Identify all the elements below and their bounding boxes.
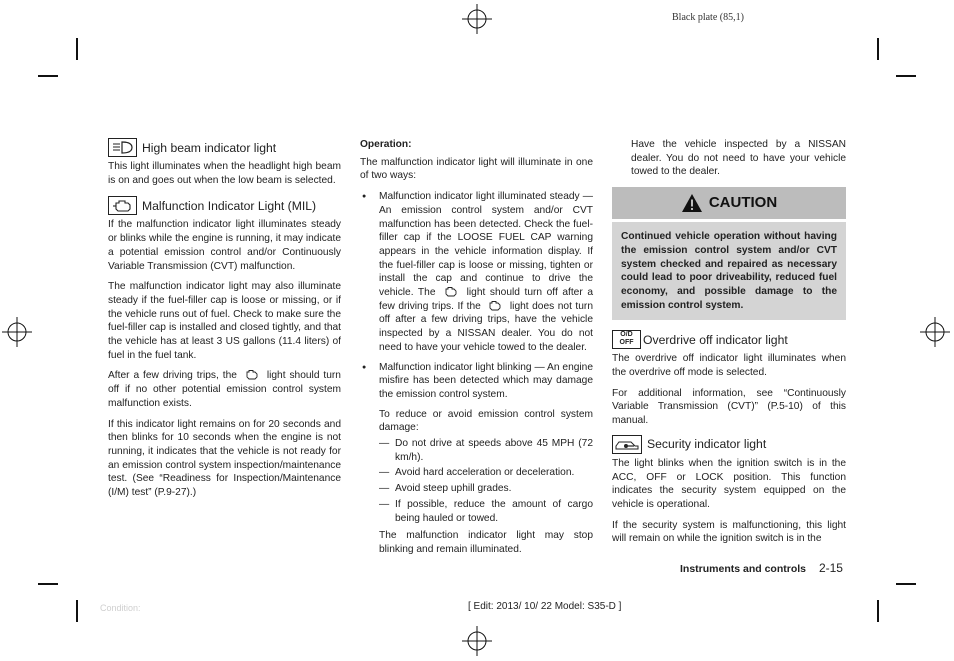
od-off-icon: O/D OFF: [612, 330, 641, 349]
high-beam-icon: [108, 138, 137, 157]
condition-label: Condition:: [100, 603, 141, 613]
mil-text-2: The malfunction indicator light may also illuminate steady if the fuel-filler cap is loose or missing, or if the vehicle runs out of fuel. Check to make sure the fuel-filler cap is installed and closed tightly, and that the vehicle has at least 3 US gallons (11.4 liters) of fuel in the fuel tank.: [108, 281, 341, 361]
security-heading: [612, 435, 846, 454]
bullet-1-text-a: Malfunction indicator light illuminated steady — An emission control system and/or CVT malfunction has been detected. Check the fuel-filler cap if the LOOSE FUEL CAP warning appears in the vehicle information display. If the fuel-filler cap is loose or missing, tighten or install the cap and continue to drive the vehicle. The: [379, 191, 593, 299]
mil-heading: [108, 196, 341, 215]
high-beam-title: High beam indicator light: [142, 140, 277, 155]
reduce-intro: To reduce or avoid emission control system damage:: [379, 408, 593, 434]
caution-header: [612, 187, 846, 222]
crop-mark: [896, 583, 916, 585]
bullet-1-text-b: light should turn off after a few driving trips. If the: [379, 287, 593, 312]
od-text-2: For additional information, see “Continuously Variable Transmission (CVT)” (P.5-10) of this manual.: [612, 387, 846, 427]
dash-item: — Do not drive at speeds above 45 MPH (72 km/h).: [379, 438, 593, 463]
mil-text-3a: After a few driving trips, the: [108, 370, 237, 382]
crop-mark: [38, 75, 58, 77]
column-1: [108, 138, 341, 507]
dash-item: — Avoid steep uphill grades.: [379, 483, 512, 495]
column-3: [612, 138, 846, 553]
engine-icon: [108, 196, 137, 215]
od-heading: [612, 330, 846, 349]
od-text-1: The overdrive off indicator light illuminates when the overdrive off mode is selected.: [612, 353, 846, 379]
crop-mark: [76, 38, 78, 60]
registration-mark-top: [462, 4, 492, 34]
mil-title: Malfunction Indicator Light (MIL): [142, 198, 317, 213]
warning-icon: [681, 193, 703, 213]
engine-icon: [487, 300, 503, 311]
operation-intro: The malfunction indicator light will illuminate in one of two ways:: [360, 156, 593, 182]
bullet: ●: [362, 193, 367, 201]
crop-mark: [38, 583, 58, 585]
mil-text-3: [108, 369, 341, 410]
page-number: 2-15: [818, 561, 843, 575]
mil-text-4: If this indicator light remains on for 20 seconds and then blinks for 10 seconds when the engine is not running, it indicates that the vehicle is not ready for an emission control system inspection/maintenance test. (See “Readiness for Inspection/Maintenance (I/M) test” (P.9-27).): [108, 418, 341, 499]
crop-mark: [76, 600, 78, 622]
registration-mark-right: [920, 317, 950, 347]
mil-text-3b: light should turn off if no other potential emission control system malfunction exists.: [108, 370, 341, 409]
operation-list: [360, 190, 593, 402]
bullet-2-text: Malfunction indicator light blinking — An engine misfire has been detected which may damage the emission control system.: [379, 361, 593, 400]
reduce-block: [360, 408, 593, 557]
high-beam-heading: [108, 138, 341, 157]
section-name: Instruments and controls: [680, 563, 807, 575]
dash-item: — Avoid hard acceleration or deceleration.: [379, 467, 575, 479]
car-key-icon: [612, 435, 642, 454]
column-2: [360, 138, 593, 564]
mil-text-1: If the malfunction indicator light illuminates steady or blinks while the engine is running, it may indicate a potential emission control and/or Continuously Variable Transmission (CVT) malfunction.: [108, 219, 341, 272]
bullet-1-text-c: light does not turn off after a few driving trips, have the vehicle inspected by a NISSAN dealer. You do not need to have your vehicle towed to the dealer.: [379, 300, 593, 353]
crop-mark: [877, 38, 879, 60]
caution-box: [612, 187, 846, 320]
edit-info: [ Edit: 2013/ 10/ 22 Model: S35-D ]: [468, 601, 622, 612]
plate-label: Black plate (85,1): [672, 12, 744, 23]
list-item: [360, 361, 593, 402]
engine-icon: [443, 286, 459, 297]
operation-end: The malfunction indicator light may stop blinking and remain illuminated.: [379, 530, 593, 555]
security-title: Security indicator light: [647, 437, 767, 452]
caution-text: Continued vehicle operation without having the emission control system and/or CVT system checked and repaired as necessary could lead to poor driveability, reduced fuel economy, and possible damage to the emission control system.: [621, 231, 837, 311]
security-text-1: The light blinks when the ignition switch is in the ACC, OFF or LOCK position. This function indicates the security system equipped on the vehicle is operational.: [612, 457, 846, 510]
od-title: Overdrive off indicator light: [643, 332, 788, 347]
high-beam-text: This light illuminates when the headlight high beam is on and goes out when the low beam is selected.: [108, 161, 341, 186]
registration-mark-bottom: [462, 626, 492, 656]
dealer-text: Have the vehicle inspected by a NISSAN dealer. You do not need to have your vehicle towed to the dealer.: [631, 139, 846, 178]
engine-icon: [244, 369, 260, 380]
dash-item: — If possible, reduce the amount of cargo being hauled or towed.: [379, 498, 593, 524]
crop-mark: [896, 75, 916, 77]
page-footer: [680, 561, 843, 575]
operation-heading: Operation:: [360, 139, 412, 150]
registration-mark-left: [2, 317, 32, 347]
bullet: ●: [362, 363, 367, 371]
caution-title: CAUTION: [708, 194, 778, 212]
list-item: [360, 190, 593, 354]
crop-mark: [877, 600, 879, 622]
security-text-2: If the security system is malfunctioning, this light will remain on while the ignition switch is in the: [612, 519, 846, 545]
